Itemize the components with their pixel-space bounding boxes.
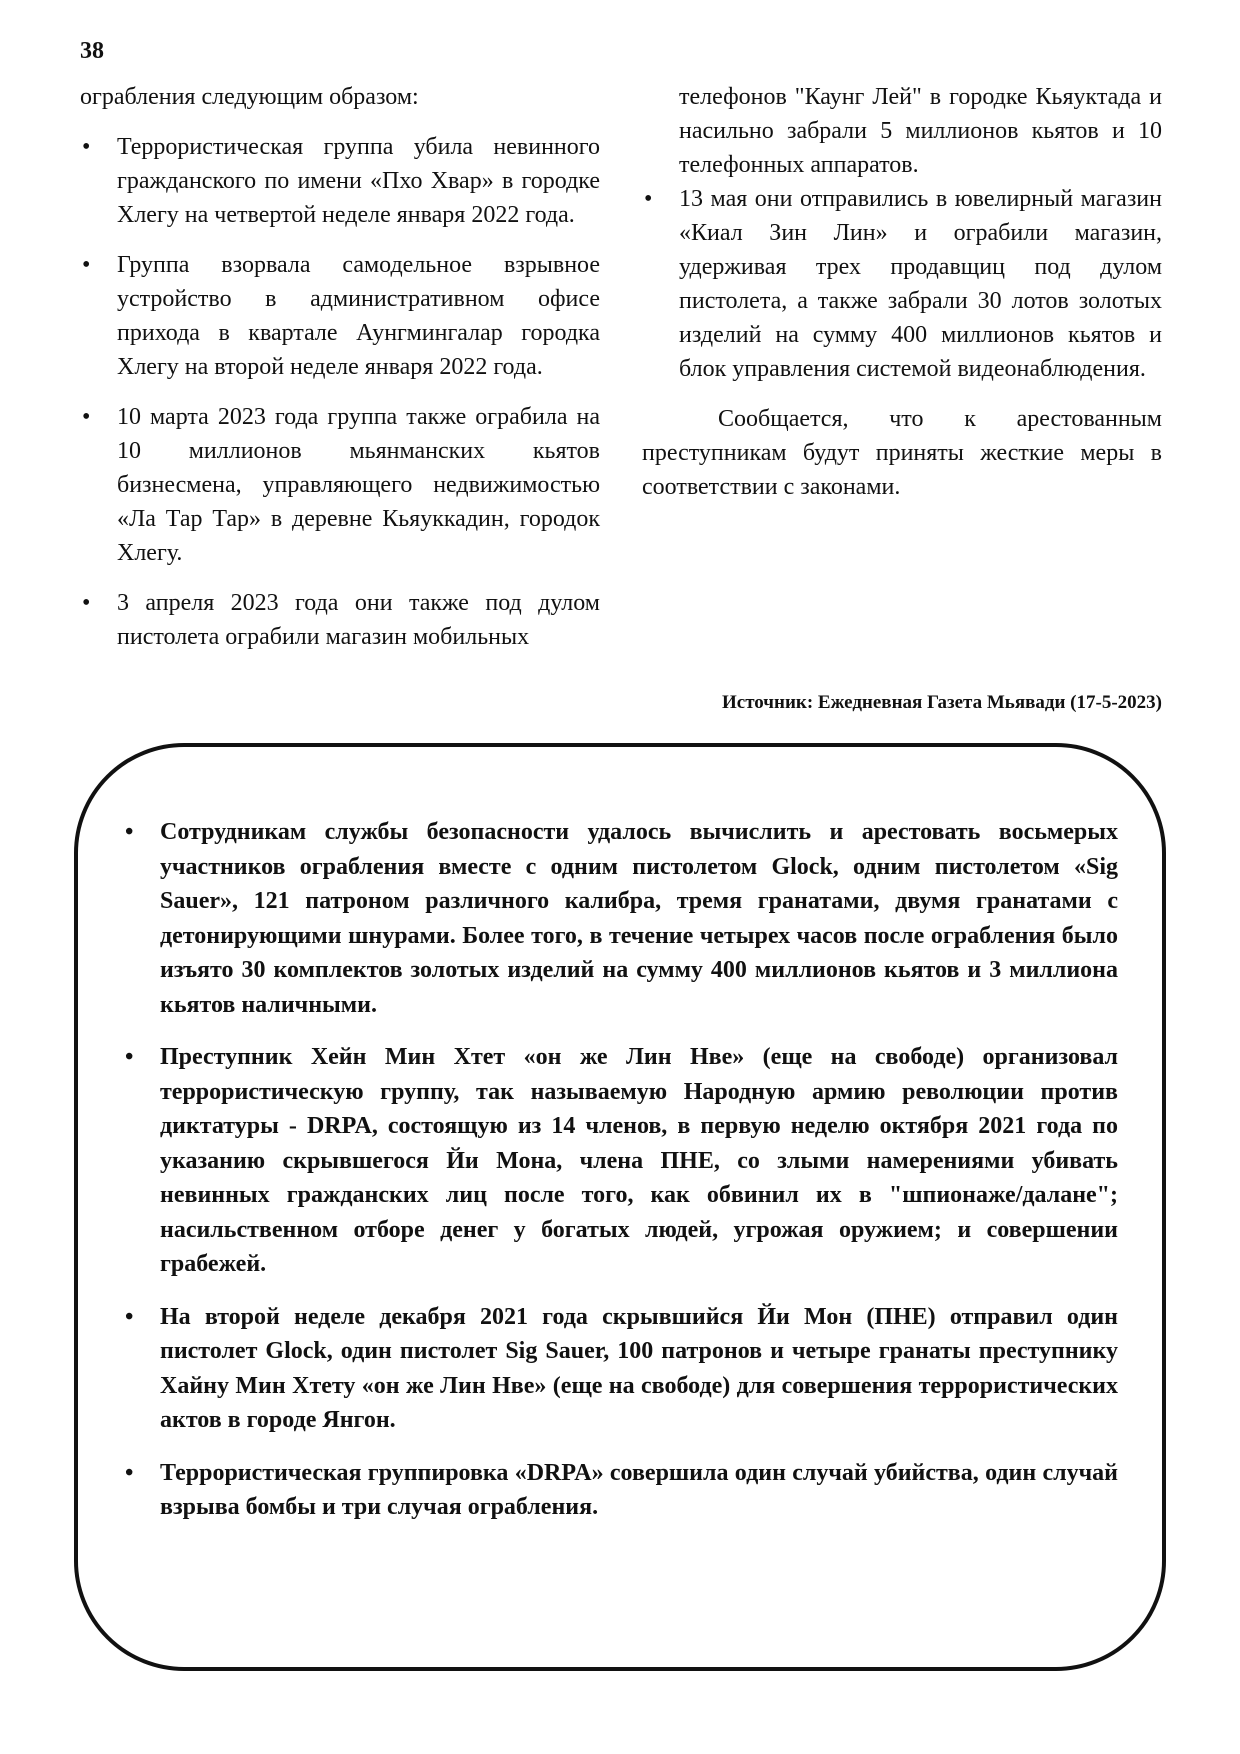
list-item: • 3 апреля 2023 года они также под дулом пистолета ограбили магазин мобильных xyxy=(80,586,600,654)
source-citation: Источник: Ежедневная Газета Мьявади (17-5-2023) xyxy=(722,692,1162,713)
summary-bullet-list xyxy=(123,815,1118,1543)
closing-paragraph: Сообщается, что к арестованным преступникам будут приняты жесткие меры в соответствии с законами. xyxy=(642,406,1162,500)
right-bullet-list xyxy=(642,182,1162,386)
left-bullet-list xyxy=(80,130,600,654)
left-column xyxy=(80,80,600,670)
continued-bullet-text: телефонов "Каунг Лей" в городке Кьяуктада и насильно забрали 5 миллионов кьятов и 10 телефонных аппаратов. xyxy=(679,84,1162,178)
list-item: • Группа взорвала самодельное взрывное устройство в административном офисе прихода в квартале Аунгмингалар городка Хлегу на второй неделе января 2022 года. xyxy=(80,248,600,384)
list-item: • 10 марта 2023 года группа также ограбила на 10 миллионов мьянманских кьятов бизнесмена, управляющего недвижимостью «Ла Тар Тар» в деревне Кьяуккадин, городок Хлегу. xyxy=(80,400,600,570)
right-column xyxy=(642,80,1162,504)
list-item: • На второй неделе декабря 2021 года скрывшийся Йи Мон (ПНЕ) отправил один пистолет Glock, один пистолет Sig Sauer, 100 патронов и четыре гранаты преступнику Хайну Мин Хтету «он же Лин Нве» (еще на свободе) для совершения террористических актов в городе Янгон. xyxy=(123,1300,1118,1438)
summary-box xyxy=(74,743,1166,1671)
list-item: • Террористическая группа убила невинного гражданского по имени «Пхо Хвар» в городке Хлегу на четвертой неделе января 2022 года. xyxy=(80,130,600,232)
list-item: • 13 мая они отправились в ювелирный магазин «Киал Зин Лин» и ограбили магазин, удерживая трех продавщиц под дулом пистолета, а также забрали 30 лотов золотых изделий на сумму 400 миллионов кьятов и блок управления системой видеонаблюдения. xyxy=(642,182,1162,386)
page-number: 38 xyxy=(80,38,104,64)
list-item: • Сотрудникам службы безопасности удалось вычислить и арестовать восьмерых участников ограбления вместе с одним пистолетом Glock, одним пистолетом «Sig Sauer», 121 патроном различного калибра, тремя гранатами, двумя гранатами с детонирующими шнурами. Более того, в течение четырех часов после ограбления было изъято 30 комплектов золотых изделий на сумму 400 миллионов кьятов и 3 миллиона кьятов наличными. xyxy=(123,815,1118,1022)
intro-text: ограбления следующим образом: xyxy=(80,84,419,110)
list-item: • Преступник Хейн Мин Хтет «он же Лин Нве» (еще на свободе) организовал террористическую группу, так называемую Народную армию революции против диктатуры - DRPA, состоящую из 14 членов, в первую неделю октября 2021 года по указанию скрывшегося Йи Мона, члена ПНЕ, со злыми намерениями убивать невинных гражданских лиц после того, как обвинил их в "шпионаже/далане"; насильственном отборе денег у богатых людей, угрожая оружием; и совершении грабежей. xyxy=(123,1040,1118,1282)
list-item: • Террористическая группировка «DRPA» совершила один случай убийства, один случай взрыва бомбы и три случая ограбления. xyxy=(123,1456,1118,1525)
